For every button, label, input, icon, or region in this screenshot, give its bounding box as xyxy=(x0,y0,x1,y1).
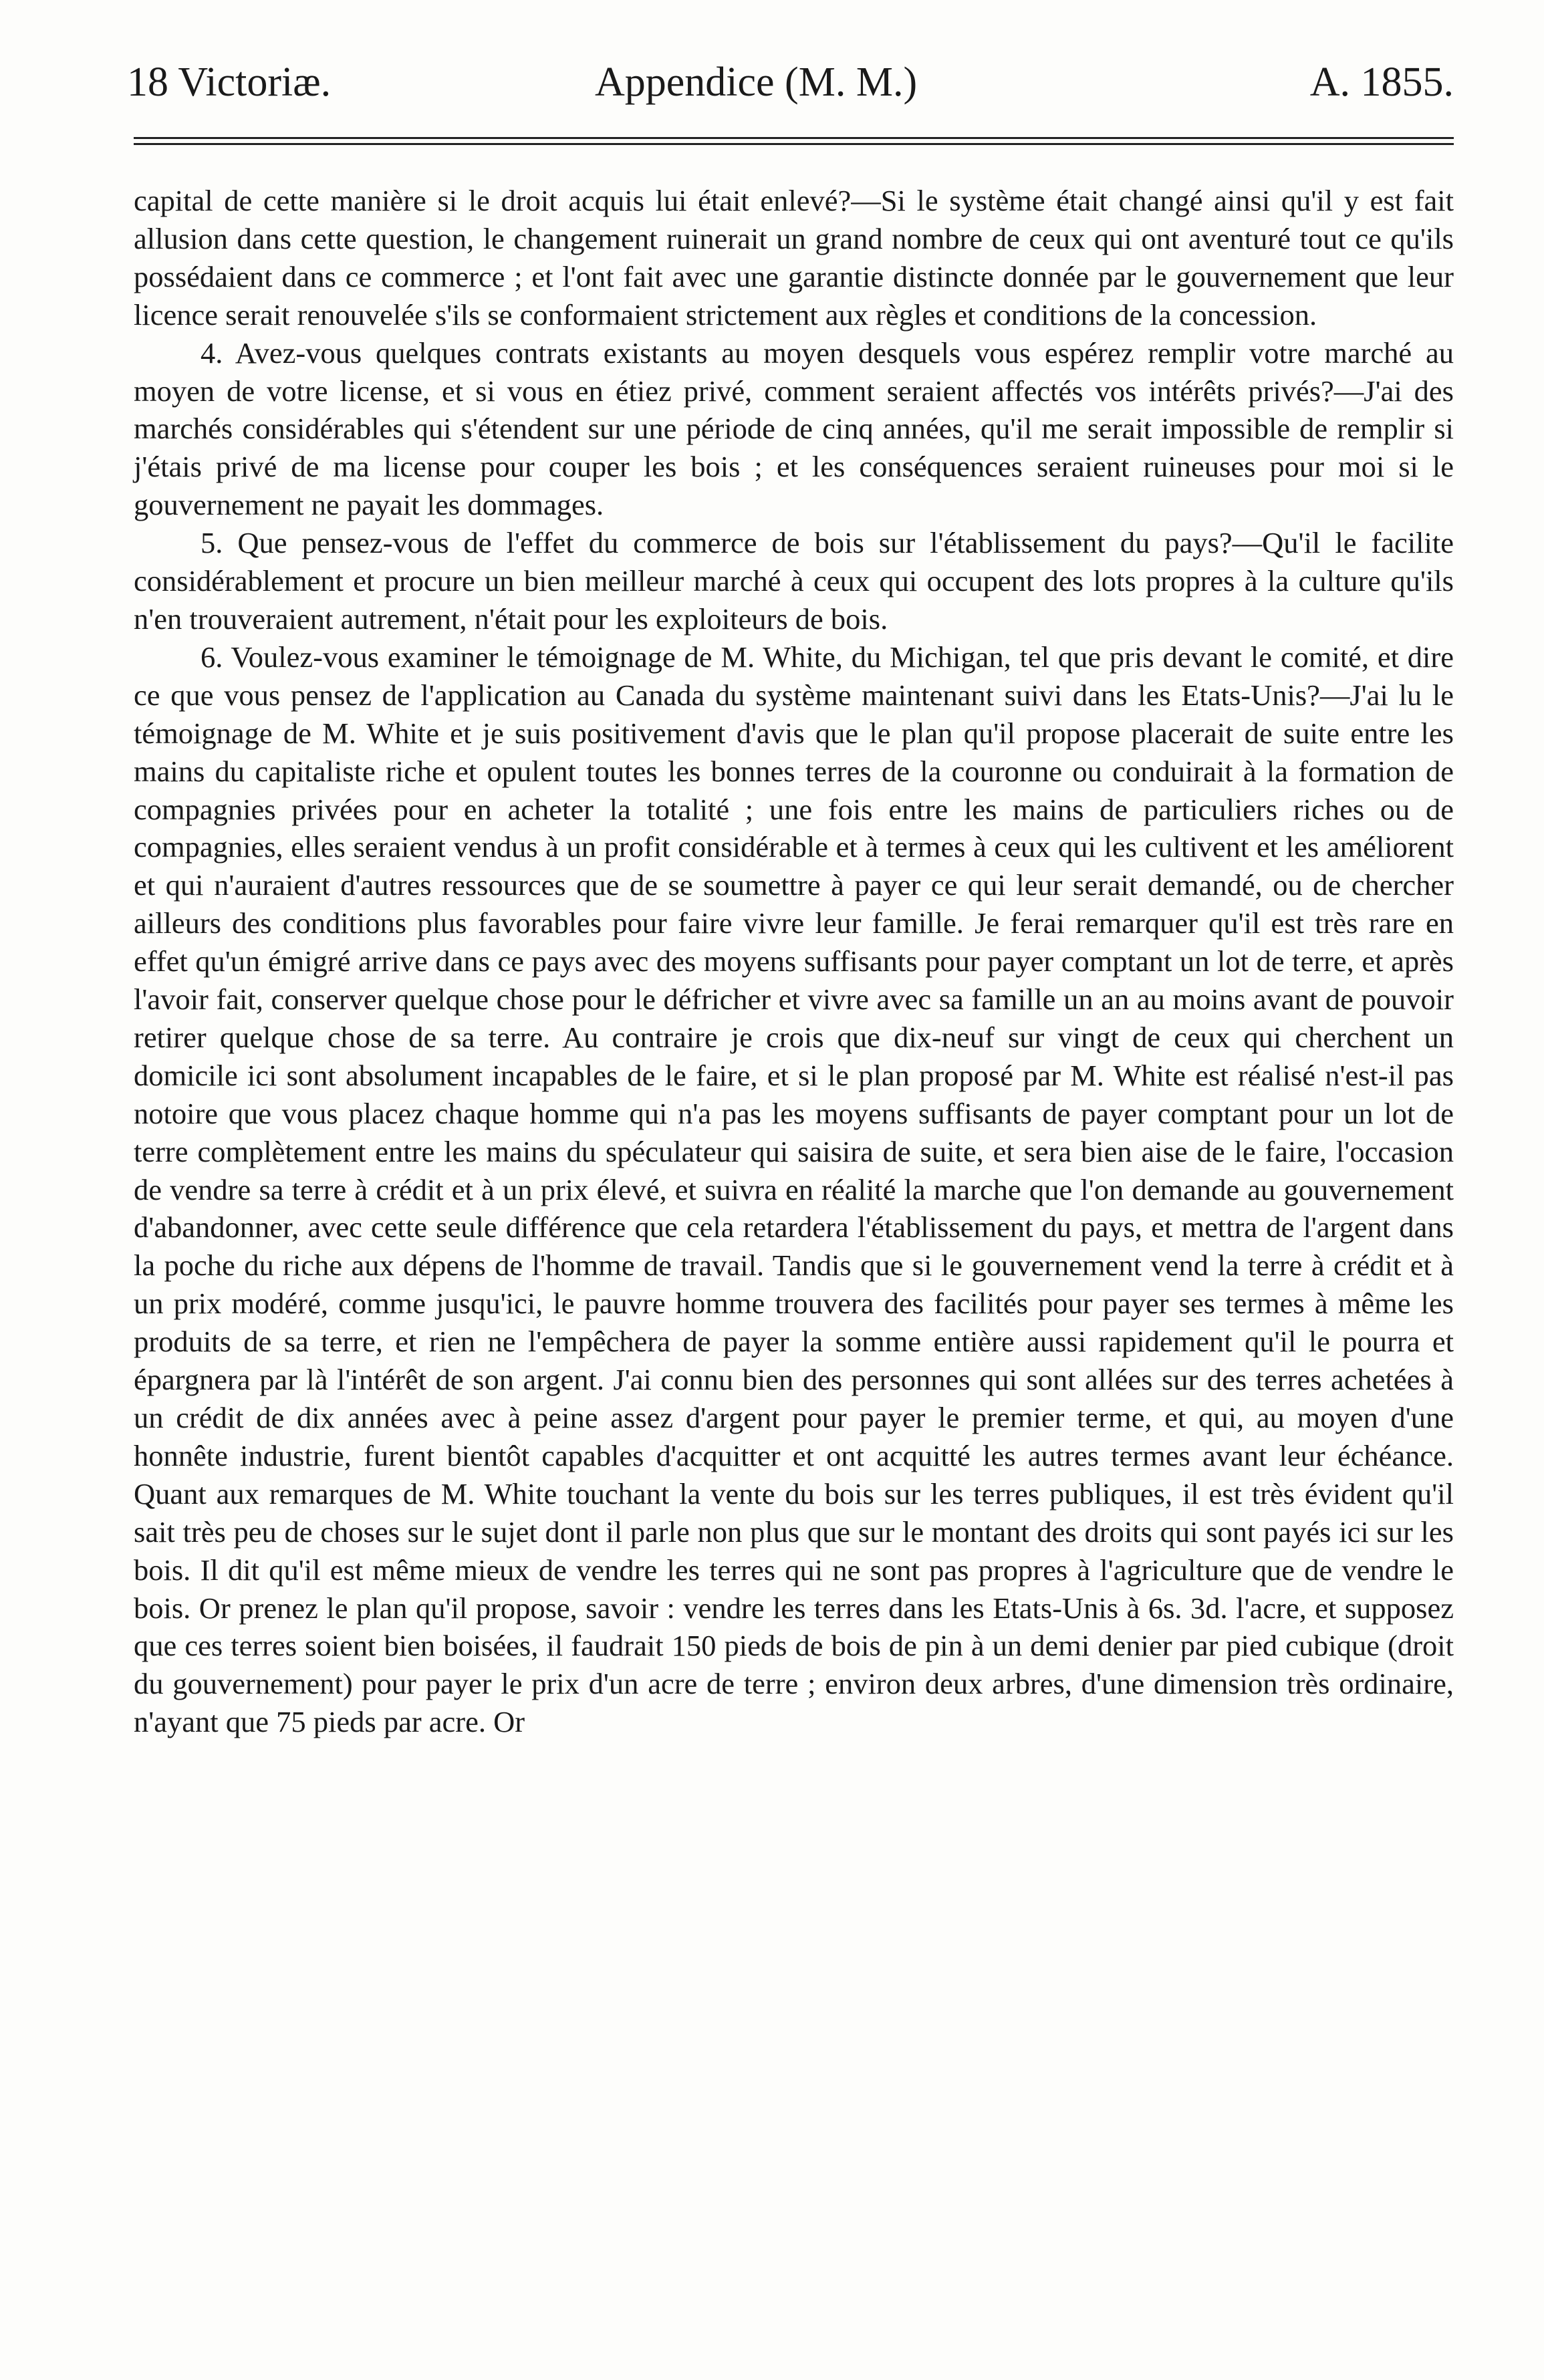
body-text xyxy=(134,182,1454,1741)
header-rule-second xyxy=(134,143,1454,145)
header-year: A. 1855. xyxy=(1309,59,1454,105)
header-appendix: Appendice (M. M.) xyxy=(595,59,918,105)
header-session: 18 Victoriæ. xyxy=(127,59,332,105)
paragraph-continuation: capital de cette manière si le droit acquis lui était enlevé?—Si le système était changé ainsi qu'il y est fait allusion dans cette question, le changement ruinerait un grand nombre de ceux qui ont aventuré tout ce qu'ils possédaient dans ce commerce ; et l'ont fait avec une garantie distincte donnée par le gouvernement que leur licence serait renouvelée s'ils se conformaient strictement aux règles et conditions de la concession. xyxy=(134,184,1454,332)
paragraph-question-4: 4. Avez-vous quelques contrats existants au moyen desquels vous espérez remplir votre marché au moyen de votre license, et si vous en étiez privé, comment seraient affectés vos intérêts privés?—J'ai des marchés considérables qui s'étendent sur une période de cinq années, qu'il me serait impossible de remplir si j'étais privé de ma license pour couper les bois ; et les conséquences seraient ruineuses pour moi si le gouvernement ne payait les dommages. xyxy=(134,336,1454,522)
header-rule xyxy=(134,137,1454,139)
paragraph-question-6: 6. Voulez-vous examiner le témoignage de M. White, du Michigan, tel que pris devant le comité, et dire ce que vous pensez de l'application au Canada du système maintenant suivi dans les Etats-Unis?—J'ai lu le témoignage de M. White et je suis positivement d'avis que le plan qu'il propose placerait de suite entre les mains du capitaliste riche et opulent toutes les bonnes terres de la couronne ou conduirait à la formation de compagnies privées pour en acheter la totalité ; une fois entre les mains de particuliers riches ou de compagnies, elles seraient vendus à un profit considérable et à termes à ceux qui les cultivent et les améliorent et qui n'auraient d'autres ressources que de se soumettre à payer ce qui leur serait demandé, ou de chercher ailleurs des conditions plus favorables pour faire vivre leur famille. Je ferai remarquer qu'il est très rare en effet qu'un émigré arrive dans ce pays avec des moyens suffisants pour payer comptant un lot de terre, et après l'avoir fait, conserver quelque chose pour le défricher et vivre avec sa famille un an au moins avant de pouvoir retirer quelque chose de sa terre. Au contraire je crois que dix-neuf sur vingt de ceux qui cherchent un domicile ici sont absolument incapables de le faire, et si le plan proposé par M. White est réalisé n'est-il pas notoire que vous placez chaque homme qui n'a pas les moyens suffisants de payer comptant pour un lot de terre complètement entre les mains du spéculateur qui saisira de suite, et sera bien aise de le faire, l'occasion de vendre sa terre à crédit et à un prix élevé, et suivra en réalité la marche que l'on demande au gouvernement d'abandonner, avec cette seule différence que cela retardera l'établissement du pays, et mettra de l'argent dans la poche du riche aux dépens de l'homme de travail. Tandis que si le gouvernement vend la terre à crédit et à un prix modéré, comme jusqu'ici, le pauvre homme trouvera des facilités pour payer ses termes à même les produits de sa terre, et rien ne l'empêchera de payer la somme entière aussi rapidement qu'il le pourra et épargnera par là l'intérêt de son argent. J'ai connu bien des personnes qui sont allées sur des terres achetées à un crédit de dix années avec à peine assez d'argent pour payer le premier terme, et qui, au moyen d'une honnête industrie, furent bientôt capables d'acquitter et ont acquitté les autres termes avant leur échéance. Quant aux remarques de M. White touchant la vente du bois sur les terres publiques, il est très évident qu'il sait très peu de choses sur le sujet dont il parle non plus que sur le montant des droits qui sont payés ici sur les bois. Il dit qu'il est même mieux de vendre les terres qui ne sont pas propres à l'agriculture que de vendre le bois. Or prenez le plan qu'il propose, savoir : vendre les terres dans les Etats-Unis à 6s. 3d. l'acre, et supposez que ces terres soient bien boisées, il faudrait 150 pieds de bois de pin à un demi denier par pied cubique (droit du gouvernement) pour payer le prix d'un acre de terre ; environ deux arbres, d'une dimension très ordinaire, n'ayant que 75 pieds par acre. Or xyxy=(134,640,1454,1739)
paragraph-question-5: 5. Que pensez-vous de l'effet du commerce de bois sur l'établissement du pays?—Qu'il le facilite considérablement et procure un bien meilleur marché à ceux qui occupent des lots propres à la culture qu'ils n'en trouveraient autrement, n'était pour les exploiteurs de bois. xyxy=(134,526,1454,636)
running-header xyxy=(127,52,1454,112)
